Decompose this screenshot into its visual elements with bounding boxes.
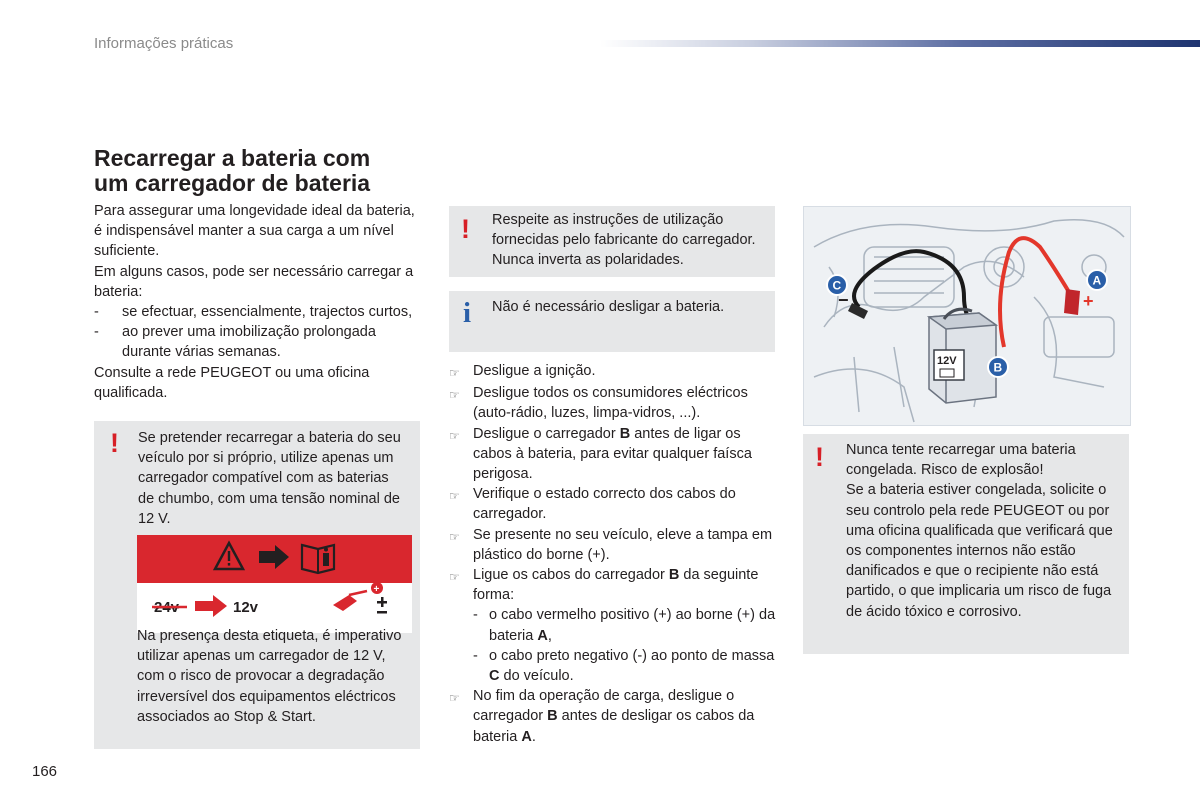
section-header: Informações práticas (94, 35, 234, 52)
charger-label: 12V (937, 355, 957, 367)
pointing-hand-icon: ☞ (449, 570, 460, 585)
label-explanation-text: Na presença desta etiqueta, é imperativo utilizar apenas um carregador de 12 V, com o risco de provocar a degradação irreversível dos equipamentos eléctricos associados ao Stop & Start. (137, 628, 402, 725)
label-24v: 24v (154, 599, 180, 616)
intro-paragraph-3: Consulte a rede PEUGEOT ou uma oficina qualificada. (94, 364, 370, 401)
frozen-battery-text (846, 440, 1126, 622)
info-icon: i (463, 297, 472, 329)
warning-box-charger-voltage (94, 421, 420, 749)
title-line-2: um carregador de bateria (94, 170, 371, 196)
sub-step-text: o cabo vermelho positivo (+) ao borne (+) da bateria A, (489, 607, 776, 644)
svg-text:B: B (993, 360, 1003, 375)
label-12v: 12v (233, 599, 259, 616)
pointing-hand-icon: ☞ (449, 428, 460, 443)
sub-step: - o cabo vermelho positivo (+) ao borne (+) da bateria A, (473, 605, 779, 645)
battery-charger-diagram (803, 206, 1131, 426)
step-item (449, 484, 779, 524)
pointing-hand-icon: ☞ (449, 489, 460, 504)
svg-text:C: C (832, 278, 842, 293)
intro-text (94, 201, 424, 403)
step-item (449, 424, 779, 485)
pointing-hand-icon: ☞ (449, 691, 460, 706)
step-text: Desligue a ignição. (473, 363, 596, 379)
warning-text: Se pretender recarregar a bateria do seu veículo por si próprio, utilize apenas um carregador compatível com as baterias de chumbo, com uma tensão nominal de 12 V. (138, 430, 401, 527)
warning-box-polarity (449, 206, 775, 277)
intro-list-item-text: se efectuar, essencialmente, trajectos curtos, (122, 304, 413, 321)
step-item (449, 565, 779, 686)
warning-icon: ! (815, 442, 824, 472)
12v-label-sticker (137, 535, 412, 633)
sub-step-text: o cabo preto negativo (-) ao ponto de massa C do veículo. (489, 647, 775, 685)
frozen-battery-text-1: Nunca tente recarregar uma bateria congelada. Risco de explosão! (846, 442, 1076, 479)
intro-list-item: - se efectuar, essencialmente, trajectos curtos, (94, 302, 424, 322)
engine-bay-illustration (804, 207, 1130, 425)
step-text: Desligue todos os consumidores eléctricos (auto-rádio, luzes, limpa-vidros, ...). (473, 385, 748, 422)
step-text: No fim da operação de carga, desligue o carregador B antes de desligar os cabos da bateria A. (473, 688, 755, 745)
frozen-battery-text-2: Se a bateria estiver congelada, solicite o seu controlo pela rede PEUGEOT ou por uma oficina qualificada que verificará que os componentes internos não estão danificados e que o recipiente não está partido, o que implicaria um risco de fuga de ácido tóxico e corrosivo. (846, 482, 1113, 620)
warning-polarity-text: Respeite as instruções de utilização fornecidas pelo fabricante do carregador. Nunca inverta as polaridades. (492, 212, 756, 269)
pointing-hand-icon: ☞ (449, 529, 460, 544)
procedure-steps (449, 361, 779, 747)
page-title (94, 146, 434, 196)
warning-box-frozen-battery (803, 434, 1129, 654)
warning-icon: ! (110, 428, 119, 458)
step-item (449, 361, 779, 383)
intro-list-item-text: ao prever uma imobilização prolongada durante várias semanas. (122, 324, 376, 361)
header-gradient-bar (600, 40, 1200, 47)
info-battery-text: Não é necessário desligar a bateria. (492, 299, 725, 315)
pointing-hand-icon: ☞ (449, 388, 460, 403)
sub-step: - o cabo preto negativo (-) ao ponto de massa C do veículo. (473, 646, 779, 686)
intro-paragraph-1: Para assegurar uma longevidade ideal da bateria, é indispensável manter a sua carga a um nível suficiente. (94, 203, 415, 260)
step-text: Se presente no seu veículo, eleve a tampa em plástico do borne (+). (473, 526, 773, 563)
title-line-1: Recarregar a bateria com (94, 145, 371, 171)
step-item (449, 686, 779, 747)
intro-list-item: - ao prever uma imobilização prolongada durante várias semanas. (94, 322, 424, 362)
step-text: Ligue os cabos do carregador B da seguinte forma: - o cabo vermelho positivo (+) ao borne (+) da bateria A, - o cabo preto negativo (-) ao ponto de massa C do veículo. (473, 565, 779, 686)
step-item (449, 383, 779, 423)
intro-paragraph-2: Em alguns casos, pode ser necessário carregar a bateria: (94, 263, 414, 300)
step-item (449, 525, 779, 565)
info-box-battery (449, 291, 775, 352)
plus-sign: + (1083, 291, 1094, 311)
warning-icon: ! (461, 214, 470, 244)
pointing-hand-icon: ☞ (449, 366, 460, 380)
svg-text:A: A (1092, 273, 1102, 288)
page-number: 166 (32, 763, 58, 780)
step-text: Verifique o estado correcto dos cabos do carregador. (473, 486, 736, 523)
step-text: Desligue o carregador B antes de ligar os cabos à bateria, para evitar qualquer faísca perigosa. (473, 425, 752, 483)
minus-sign: − (838, 290, 849, 310)
svg-text:+: + (373, 584, 380, 595)
